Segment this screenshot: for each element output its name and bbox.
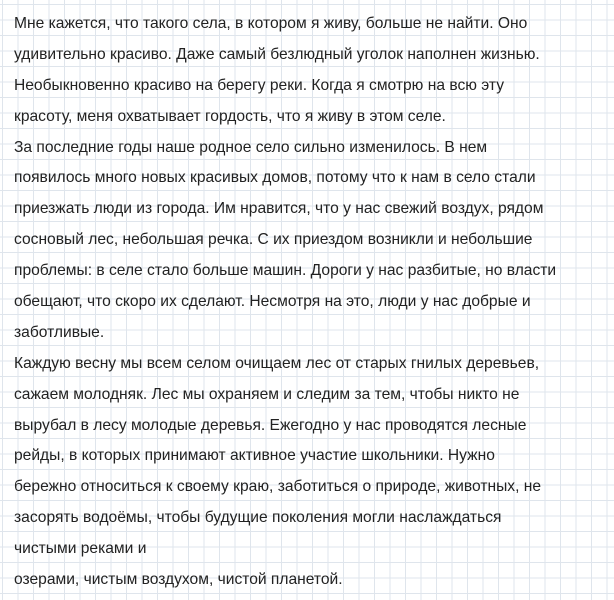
- text-line: Мне кажется, что такого села, в котором я живу, больше не найти. Оно: [14, 15, 528, 32]
- text-line: чистыми реками и: [14, 540, 147, 558]
- text-line: красоту, меня охватывает гордость, что я живу в этом селе.: [14, 107, 446, 125]
- text-line: озерами, чистым воздухом, чистой планетой.: [14, 571, 343, 589]
- text-line: За последние годы наше родное село сильно изменилось. В нем: [14, 138, 488, 156]
- text-line: заботливые.: [14, 323, 105, 341]
- essay-text: [14, 13, 610, 600]
- text-line: приезжать люди из города. Им нравится, что у нас свежий воздух, рядом: [14, 200, 544, 218]
- text-line: проблемы: в селе стало больше машин. Дороги у нас разбитые, но власти: [14, 262, 557, 280]
- text-line: Каждую весну мы всем селом очищаем лес от старых гнилых деревьев,: [14, 354, 540, 372]
- text-line: появилось много новых красивых домов, потому что к нам в село стали: [14, 169, 536, 187]
- text-line: вырубал в лесу молодые деревья. Ежегодно у нас проводятся лесные: [14, 416, 527, 434]
- text-line: рейды, в которых принимают активное участие школьники. Нужно: [14, 447, 495, 465]
- text-line: Необыкновенно красиво на берегу реки. Когда я смотрю на всю эту: [14, 76, 504, 94]
- text-line: сажаем молодняк. Лес мы охраняем и следим за тем, чтобы никто не: [14, 385, 520, 403]
- text-line: засорять водоёмы, чтобы будущие поколения могли наслаждаться: [14, 509, 502, 527]
- text-line: обещают, что скоро их сделают. Несмотря на это, люди у нас добрые и: [14, 293, 531, 311]
- text-line: бережно относиться к своему краю, заботиться о природе, животных, не: [14, 478, 542, 496]
- text-line: сосновый лес, небольшая речка. С их приездом возникли и небольшие: [14, 231, 533, 249]
- text-line: удивительно красиво. Даже самый безлюдный уголок наполнен жизнью.: [14, 45, 540, 63]
